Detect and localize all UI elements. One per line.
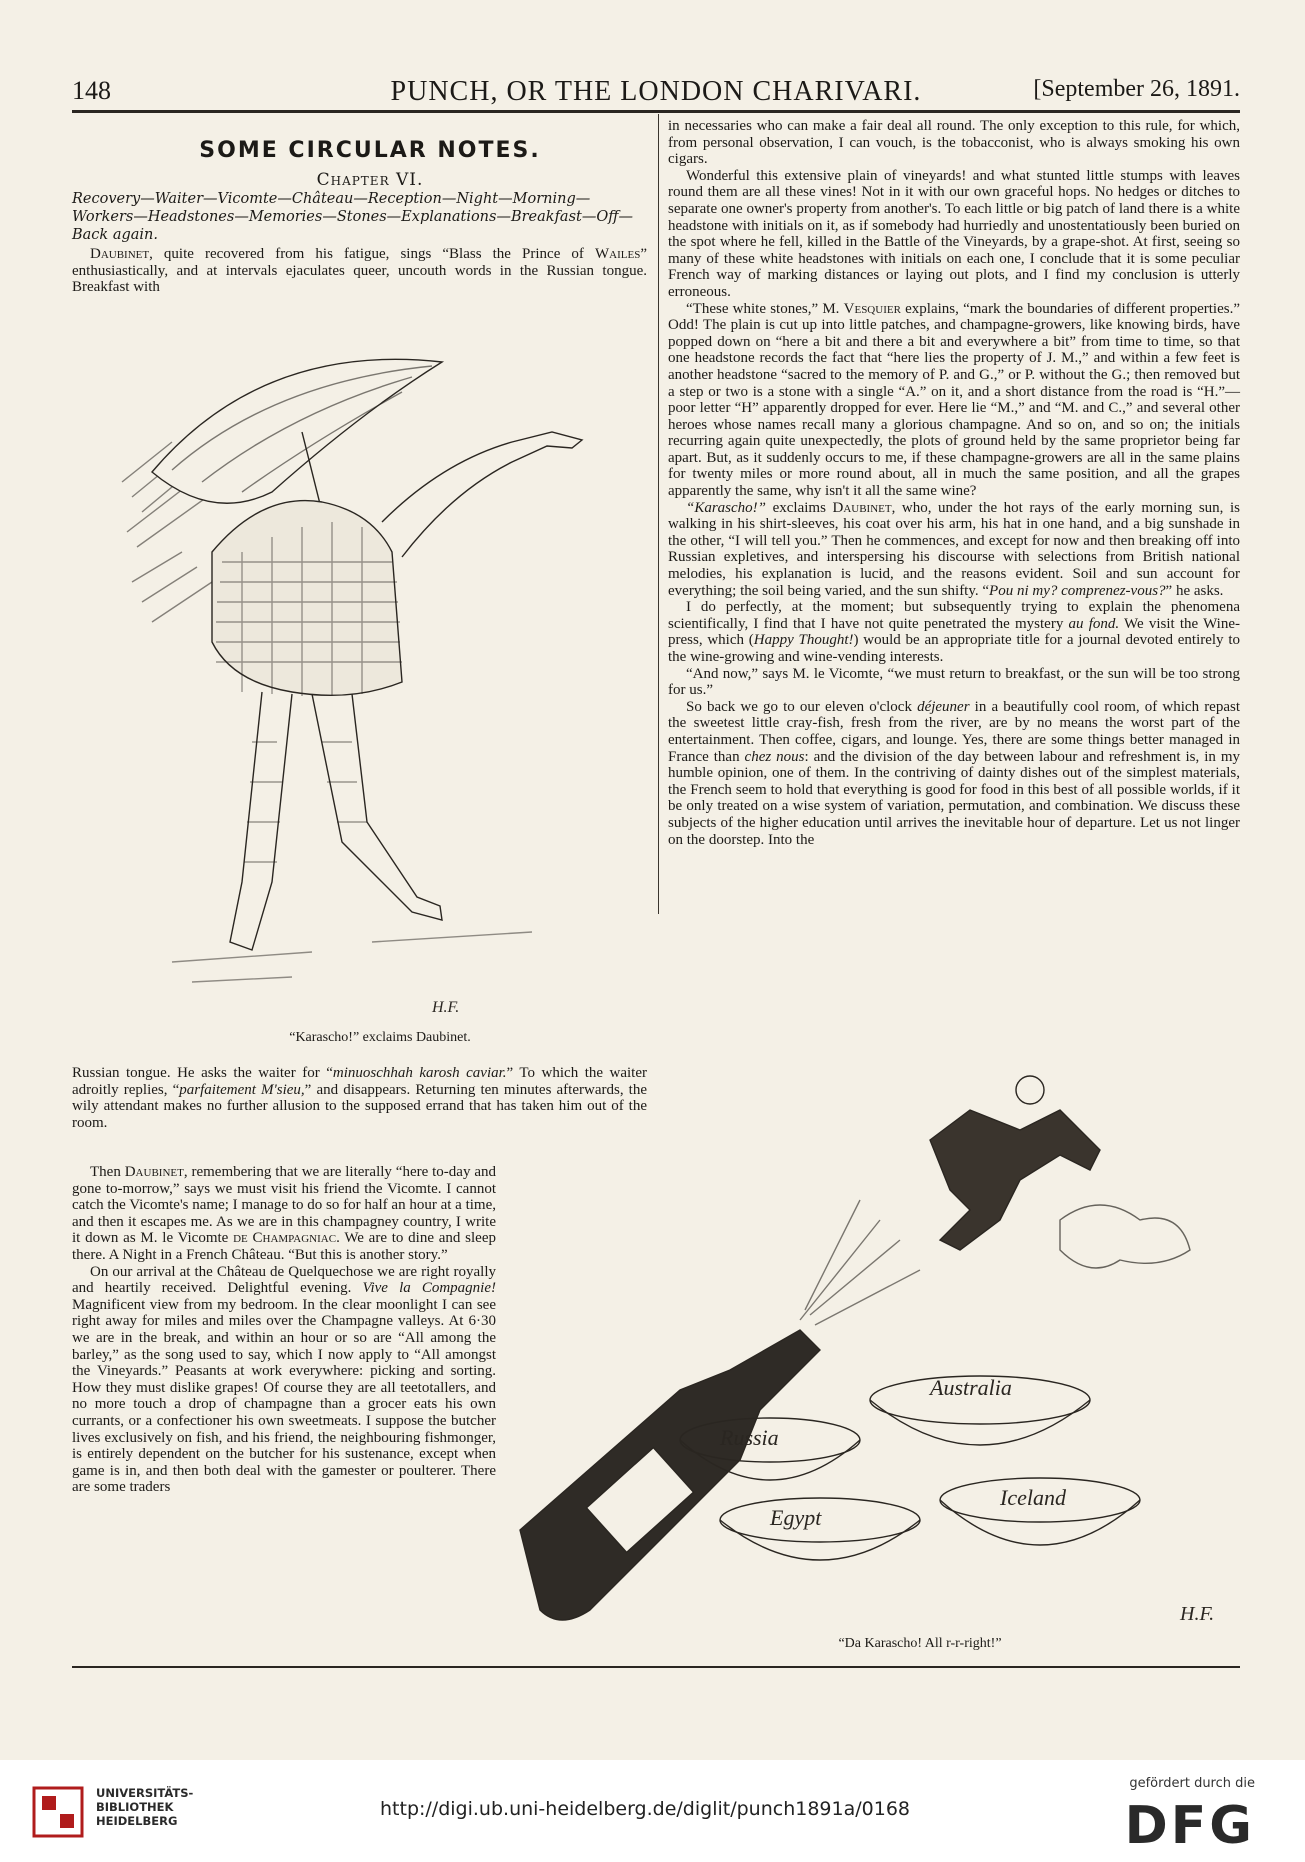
italic-run: Vive la Compagnie! xyxy=(362,1280,497,1297)
italic-run: Happy Thought! xyxy=(753,632,854,649)
page-header xyxy=(72,76,1240,110)
caption-left: “Karascho!” exclaims Daubinet. xyxy=(289,1030,471,1045)
column-rule xyxy=(658,114,659,914)
text-run: ” enthusiastically, and at intervals ejaculates queer, uncouth words in the Russian tongue. Breakfast with xyxy=(72,246,647,296)
bowl-label-iceland: Iceland xyxy=(1000,1485,1066,1510)
text-run: exclaims xyxy=(766,499,833,516)
text-run: explains, “mark the boundaries of different properties.” Odd! The plain is cut up into little patches, and champagne-growers, like knowing birds, have popped down on “here a bit and there a bit and everywhere a bit” from time to time, so that one headstone records the fact that “here lies the property of J. M.,” and within a few feet is another headstone “sacred to the memory of P. and G.,” or P. without the G.; then removed but a step or two is a stone with a single “A.” on it, and a short distance from the road is “H.”—poor letter “H” apparently dropped for ever. Here lie “M.,” and “M. and C.,” and several other heroes whose names recall many a glorious champagne. And so on, and so on; the initials recurring again quite unexpectedly, the plots of ground held by the same proprietor being far apart. But, as it suddenly occurs to me, if these champagne-growers are all in the same plains for twenty miles or more round about, all in much the same position, and all the grapes apparently the same, why isn't it all the same wine? xyxy=(668,300,1240,500)
text-run: On our arrival at the Château de Quelquechose we are right royally and heartily received. Delightful evening. xyxy=(72,1263,496,1297)
text-run: We visit the Wine-press, which ( xyxy=(668,615,1240,649)
illustrator-signature-right: H.F. xyxy=(1180,1603,1215,1625)
dfg-logo: DFG xyxy=(1124,1796,1255,1856)
text-run: So back we go to our eleven o'clock xyxy=(686,698,918,715)
institution-line: BIBLIOTHEK xyxy=(96,1800,174,1814)
institution-line: HEIDELBERG xyxy=(96,1814,178,1828)
name-daubinet: Daubinet xyxy=(124,1164,184,1180)
illustration-champagne-bottle xyxy=(500,1050,1240,1650)
italic-run: Pou ni my? comprenez-vous? xyxy=(989,582,1166,599)
text-run: . We are to dine and sleep there. A Night in a French Château. “But this is another story.” xyxy=(72,1230,496,1263)
bowl-label-egypt: Egypt xyxy=(770,1505,822,1530)
left-column-narrow xyxy=(72,1164,496,1496)
text-run: in a beautifully cool room, of which repast the sweetest little cray-fish, fresh from the river, are by no means the worst part of the entertainment. Then coffee, cigars, and lounge. Yes, there are some things better managed in France than xyxy=(668,698,1241,765)
man-body xyxy=(212,501,402,696)
italic-run: parfaitement M'sieu, xyxy=(179,1081,305,1098)
name-vesquier: Vesquier xyxy=(843,300,901,317)
cloud-puff xyxy=(1060,1205,1190,1268)
page-number: 148 xyxy=(72,76,111,105)
italic-run: minuoschhah karosh caviar. xyxy=(332,1065,507,1081)
text-run: : and the division of the day between labour and refreshment is, in my humble opinion, one of them. In the contriving of dainty dishes out of the simplest materials, the French seem to hold that everything is good for food in this best of all possible worlds, if it be only treated on a wise system of variation, permutation, and combination. We discuss these subjects of the higher education until arrives the inevitable hour of departure. Let us not linger on the doorstep. Into the xyxy=(668,748,1241,848)
bowl-label-russia: Russia xyxy=(720,1425,779,1450)
right-column xyxy=(668,118,1240,848)
text-run: , quite recovered from his fatigue, sings “Blass the Prince of xyxy=(149,246,595,262)
journal-title: PUNCH, OR THE LONDON CHARIVARI. xyxy=(390,76,922,107)
text-run: ” and disappears. Returning ten minutes afterwards, the wily attendant makes no further allusion to the supposed errand that has taken him out of the room. xyxy=(72,1081,648,1131)
paragraph: Wonderful this extensive plain of vineyards! and what stunted little stumps with leaves round them are all these vines! Not in it with our own graceful hops. No hedges or ditches to separate one owner's property from another's. To each little or big patch of land there is a white headstone with initials on it, as if somebody had hurriedly and unostentatiously been buried on the spot where he fell, killed in the Battle of the Vineyards, by a grape-shot. At first, seeing so many of these white headstones with initials on each one, I conclude that it is some peculiar French way of marking distances or laying out plots, and I find my conclusion is utterly erroneous. xyxy=(668,167,1240,300)
name-daubinet: Daubinet xyxy=(90,246,150,262)
chapter-synopsis: Recovery—Waiter—Vicomte—Château—Reception—Night—Morning—Workers—Headstones—Memories—Stones—Explanations—Breakfast—Off—Back again. xyxy=(72,191,634,243)
bowl-label-australia: Australia xyxy=(930,1375,1012,1400)
university-logo-icon xyxy=(30,1784,86,1840)
figure-head xyxy=(1016,1076,1044,1104)
left-column-intro xyxy=(72,246,647,296)
cork-spray xyxy=(800,1200,920,1325)
pointing-arm xyxy=(382,432,582,557)
sponsor-text: gefördert durch die xyxy=(1129,1776,1255,1791)
issue-date: [September 26, 1891. xyxy=(1033,76,1240,102)
name-wailes: Wailes xyxy=(595,246,641,262)
text-run: Magnificent view from my bedroom. In the clear moonlight I can see right away for miles and miles over the Champagne valleys. At 6·30 we are in the break, and within an hour or so are “All among the barley,” as the song used to say, which I now apply to “All amongst the Vineyards.” Peasants at work everywhere: picking and sorting. How they must dislike grapes! Of course they are all teetotallers, and no more touch a drop of champagne than a grocer eats his own currants, or a confectioner his own sweetmeats. I suppose the butcher lives exclusively on fish, and his friend, the neighbouring fishmonger, is entirely dependent on the butcher for his sustenance, except when game is in, and then both deal with the gamester or poulterer. There are some traders xyxy=(72,1296,496,1496)
text-run: “These white stones,” M. xyxy=(686,300,844,317)
figure-jumping xyxy=(930,1110,1100,1250)
text-run: ” he asks. xyxy=(1165,582,1224,599)
text-run: ” To which the waiter adroitly replies, “ xyxy=(72,1065,648,1098)
text-run: I do perfectly, at the moment; but subsequently trying to explain the phenomena scientifically, I find that I have not quite penetrated the mystery xyxy=(668,599,1240,632)
illustration-man-with-umbrella xyxy=(112,322,622,1018)
text-run: ) would be an appropriate title for a journal devoted entirely to the wine-growing and wine-vending interests. xyxy=(668,632,1240,665)
italic-run: “Karascho!” xyxy=(686,499,767,516)
paragraph: “And now,” says M. le Vicomte, “we must return to breakfast, or the sun will be too strong for us.” xyxy=(668,665,1240,699)
text-run: Then xyxy=(90,1164,125,1180)
name-daubinet: Daubinet xyxy=(832,499,892,516)
institution-line: UNIVERSITÄTS- xyxy=(96,1786,194,1800)
chapter-heading: Chapter VI. xyxy=(316,170,424,190)
institution-name xyxy=(96,1786,193,1828)
article-title: SOME CIRCULAR NOTES. xyxy=(199,138,541,163)
left-leg xyxy=(230,692,292,950)
italic-run: chez nous xyxy=(744,748,805,765)
paragraph: in necessaries who can make a fair deal all round. The only exception to this rule, for which, from personal observation, I can vouch, is the tobacconist, who is always smoking his own cigars. xyxy=(668,118,1240,168)
text-run: , remembering that we are literally “here to-day and gone to-morrow,” says we must visit his friend the Vicomte. I cannot catch the Vicomte's name; I manage to do so for half an hour at a time, and then it escapes me. As we are in this champagney country, I write it down as M. le Vicomte xyxy=(72,1164,497,1247)
text-run: Russian tongue. He asks the waiter for “ xyxy=(72,1065,333,1081)
caption-right: “Da Karascho! All r-r-right!” xyxy=(838,1636,1002,1651)
footer-rule xyxy=(72,1666,1240,1668)
header-rule xyxy=(72,110,1240,113)
italic-run: déjeuner xyxy=(917,698,970,715)
text-run: , who, under the hot rays of the early morning sun, is walking in his shirt-sleeves, his coat over his arm, his hat in one hand, and a big sunshade in the other, “I will tell you.” Then he commences, and except for now and then breaking off into Russian expletives, and interspersing his discourse with selections from British national melodies, his explanation is lucid, and the reasons evident. Soil and sun account for everything; the soil being varied, and the sun shifty. “ xyxy=(668,499,1240,599)
right-leg xyxy=(312,694,442,920)
source-url-link[interactable]: http://digi.ub.uni-heidelberg.de/diglit/punch1891a/0168 xyxy=(380,1798,910,1820)
name-champagniac: de Champagniac xyxy=(233,1230,337,1247)
illustrator-signature-left: H.F. xyxy=(432,999,460,1016)
ground-lines xyxy=(172,932,532,982)
italic-run: au fond. xyxy=(1068,615,1120,632)
